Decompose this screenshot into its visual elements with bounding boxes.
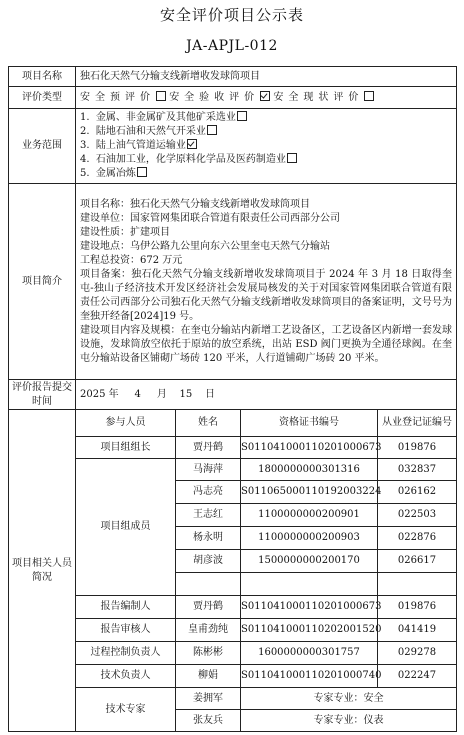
personnel-name: 贾丹鹤 xyxy=(176,596,241,619)
scope-item xyxy=(80,111,452,125)
report-date-month: 4 xyxy=(134,388,141,400)
personnel-reg: 019876 xyxy=(378,596,457,619)
personnel-name xyxy=(176,573,241,596)
expert-name: 张友兵 xyxy=(176,710,241,732)
expert-specialty: 专家专业：仪表 xyxy=(241,710,457,732)
personnel-header-row xyxy=(9,410,457,437)
personnel-cert: 1800000000301316 xyxy=(241,459,378,481)
report-date-label: 评价报告提交时间 xyxy=(9,380,76,410)
scope-item-checkbox[interactable] xyxy=(287,153,297,163)
scope-item xyxy=(80,153,452,167)
table-row xyxy=(9,437,457,459)
personnel-header-reg: 从业登记证编号 xyxy=(378,410,457,437)
scope-item-checkbox[interactable] xyxy=(237,111,247,121)
expert-name: 姜拥军 xyxy=(176,688,241,710)
eval-type-row xyxy=(9,87,457,109)
eval-type-option-label: 安全验收评价 xyxy=(169,91,260,103)
personnel-name: 皇甫劲纯 xyxy=(176,619,241,642)
scope-item-text: 石油加工业，化学原料化学品及医药制造业 xyxy=(95,154,286,165)
project-name-label: 项目名称 xyxy=(9,67,76,87)
eval-type-label: 评价类型 xyxy=(9,87,76,109)
table-row xyxy=(9,688,457,710)
intro-line: 建设单位：国家管网集团联合管道有限责任公司西部分公司 xyxy=(80,212,340,224)
personnel-reg: 026617 xyxy=(378,550,457,573)
scope-item-num: 2. xyxy=(80,126,90,137)
scope-item-num: 5. xyxy=(80,168,90,179)
scope-item xyxy=(80,125,452,139)
personnel-role: 项目组成员 xyxy=(76,459,176,596)
intro-line: 项目名称：独石化天然气分输支线新增收发球筒项目 xyxy=(80,198,310,210)
scope-item-text: 金属冶炼 xyxy=(95,168,136,179)
personnel-role: 技术负责人 xyxy=(76,665,176,688)
intro-line: 工程总投资：672 万元 xyxy=(80,254,183,266)
personnel-reg xyxy=(378,573,457,596)
personnel-cert: S011041000110201000673 xyxy=(241,437,378,459)
document-code: JA-APJL-012 xyxy=(186,38,278,54)
report-date-day-unit: 日 xyxy=(205,388,215,400)
personnel-role: 过程控制负责人 xyxy=(76,642,176,665)
report-date-day: 15 xyxy=(179,388,193,400)
scope-item-checkbox[interactable] xyxy=(207,125,217,135)
eval-type-option-acceptance xyxy=(169,92,270,103)
table-row xyxy=(9,459,457,481)
intro-row xyxy=(9,184,457,380)
personnel-name: 冯志亮 xyxy=(176,481,241,504)
scope-item-num: 1. xyxy=(80,112,90,123)
personnel-reg: 041419 xyxy=(378,619,457,642)
table-row xyxy=(9,619,457,642)
intro-line: 建设地点：乌伊公路九公里向东六公里奎屯天然气分输站 xyxy=(80,240,330,252)
publicity-table xyxy=(8,66,457,732)
intro-line: 项目备案：独石化天然气分输支线新增收发球筒项目于 2024 年 3 月 18 日取得奎屯-独山子经济技术开发区经济社会发展局核发的关于对国家管网集团联合管道有限责任公司西部分公司独石化天然气分输支线新增收发球筒项目的备案证明，文号号为奎独开经备[2024]19 号。 xyxy=(80,268,452,322)
eval-type-option-pre xyxy=(80,92,166,103)
personnel-name: 陈彬彬 xyxy=(176,642,241,665)
personnel-reg: 029278 xyxy=(378,642,457,665)
report-date-value xyxy=(76,380,457,410)
scope-item-text: 陆上油气管道运输业 xyxy=(95,140,186,151)
personnel-role: 报告审核人 xyxy=(76,619,176,642)
personnel-name: 贾丹鹤 xyxy=(176,437,241,459)
eval-type-acceptance-checkbox[interactable] xyxy=(260,91,270,101)
personnel-name: 马海萍 xyxy=(176,459,241,481)
eval-type-option-label: 安全预评价 xyxy=(80,91,155,103)
scope-item xyxy=(80,167,452,181)
scope-item-num: 3. xyxy=(80,140,90,151)
table-row xyxy=(9,665,457,688)
personnel-reg: 022503 xyxy=(378,504,457,527)
table-row xyxy=(9,642,457,665)
scope-item xyxy=(80,139,452,153)
personnel-name: 杨永明 xyxy=(176,527,241,550)
expert-specialty: 专家专业：安全 xyxy=(241,688,457,710)
personnel-reg: 022876 xyxy=(378,527,457,550)
business-scope-list xyxy=(76,109,457,184)
scope-item-checkbox[interactable] xyxy=(187,139,197,149)
personnel-label: 项目相关人员简况 xyxy=(9,410,76,732)
table-row xyxy=(9,596,457,619)
personnel-cert xyxy=(241,573,378,596)
scope-item-text: 陆地石油和天然气开采业 xyxy=(95,126,206,137)
personnel-header-cert: 资格证书编号 xyxy=(241,410,378,437)
personnel-name: 胡彦波 xyxy=(176,550,241,573)
personnel-cert: S011041000110201000740 xyxy=(241,665,378,688)
personnel-header-name: 姓名 xyxy=(176,410,241,437)
personnel-cert: S011041000110202001520 xyxy=(241,619,378,642)
personnel-cert: 1500000000200170 xyxy=(241,550,378,573)
expert-role: 技术专家 xyxy=(76,688,176,732)
personnel-header-role: 参与人员 xyxy=(76,410,176,437)
eval-type-option-current xyxy=(273,92,374,103)
personnel-reg: 032837 xyxy=(378,459,457,481)
personnel-reg: 019876 xyxy=(378,437,457,459)
eval-type-current-checkbox[interactable] xyxy=(364,91,374,101)
personnel-cert: 1100000000200903 xyxy=(241,527,378,550)
eval-type-options xyxy=(76,87,457,109)
business-scope-label: 业务范围 xyxy=(9,109,76,184)
business-scope-row xyxy=(9,109,457,184)
report-date-year: 2025 年 xyxy=(80,388,119,400)
page-title: 安全评价项目公示表 xyxy=(159,6,304,24)
personnel-role: 报告编制人 xyxy=(76,596,176,619)
personnel-cert: S011041000110201000673 xyxy=(241,596,378,619)
personnel-cert: 1600000000301757 xyxy=(241,642,378,665)
scope-item-checkbox[interactable] xyxy=(137,167,147,177)
intro-line: 建设性质：扩建项目 xyxy=(80,226,170,238)
personnel-name: 王志红 xyxy=(176,504,241,527)
personnel-cert: S011065000110192003224 xyxy=(241,481,378,504)
personnel-reg: 026162 xyxy=(378,481,457,504)
personnel-name: 柳娟 xyxy=(176,665,241,688)
eval-type-pre-checkbox[interactable] xyxy=(156,91,166,101)
intro-content xyxy=(76,184,457,380)
eval-type-option-label: 安全现状评价 xyxy=(273,91,364,103)
report-date-row xyxy=(9,380,457,410)
report-date-month-unit: 月 xyxy=(156,388,167,400)
scope-item-text: 金属、非金属矿及其他矿采选业 xyxy=(95,112,236,123)
intro-label: 项目简介 xyxy=(9,184,76,380)
personnel-role: 项目组组长 xyxy=(76,437,176,459)
personnel-reg: 022247 xyxy=(378,665,457,688)
scope-item-num: 4. xyxy=(80,154,90,165)
project-name-value: 独石化天然气分输支线新增收发球筒项目 xyxy=(76,67,457,87)
project-name-row xyxy=(9,67,457,87)
personnel-cert: 1100000000200901 xyxy=(241,504,378,527)
intro-line: 建设项目内容及规模：在奎屯分输站内新增工艺设备区，工艺设备区内新增一套发球设施，发球筒放空依托于原站的放空系统，出站 ESD 阀门更换为全通径球阀。在奎屯分输站设备区铺砌广场砖 120 平米，人行道铺砌广场砖 20 平米。 xyxy=(80,324,452,364)
